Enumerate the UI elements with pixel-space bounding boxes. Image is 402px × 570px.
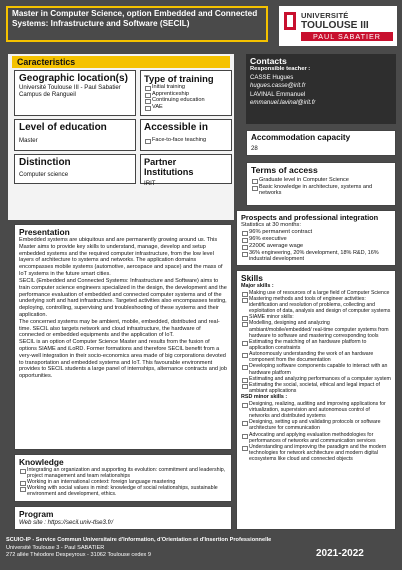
terms-of-access-title: Terms of access — [251, 165, 318, 175]
level-of-education-title: Level of education — [19, 122, 107, 133]
page-title: Master in Computer Science, option Embedded and Connected Systems: Infrastructure and Software (SECIL) — [6, 6, 268, 42]
contact-name: LAVINAL Emmanuel — [250, 90, 306, 98]
knowledge-title: Knowledge — [19, 457, 64, 467]
geographic-location-title: Geographic location(s) — [19, 73, 128, 84]
list-item: 96% permanent contract — [241, 229, 391, 236]
prospects-list — [241, 229, 391, 263]
list-item: Understanding and improving the paradigm and the modern technologies for network architecture and modern digital ecosystems like cloud and connected objects — [241, 444, 391, 462]
list-item: Estimating the matching of an hardware platform to application constraints — [241, 339, 391, 351]
footer-address: 272 allée Théodore Despeyroux - 31062 Toulouse cedex 9 — [6, 552, 152, 558]
knowledge-box — [14, 454, 232, 502]
footer-service-name: SCUIO-IP - Service Commun Universitaire d'Information, d'Orientation et d'Insertion Professionnelle — [6, 537, 272, 543]
prospects-title: Prospects and professional integration — [241, 213, 379, 222]
list-item: Initial training — [144, 84, 228, 91]
prospects-box — [236, 210, 396, 266]
list-item: Designing, realizing, auditing and improving applications for virtualization, supervision and autonomous control of networks and distributed systems — [241, 401, 391, 419]
terms-of-access-box — [246, 162, 396, 206]
distinction-title: Distinction — [19, 157, 71, 168]
list-item: SIAME minor skills: — [241, 314, 391, 320]
list-item: 96% executive — [241, 236, 391, 243]
type-of-training-title: Type of training — [144, 73, 214, 84]
accessible-in-box — [140, 119, 232, 151]
logo-text-paul-sabatier: PAUL SABATIER — [313, 32, 381, 41]
list-item: Advocating and applying evaluation methodologies for performances of networks and communication services — [241, 432, 391, 444]
training-list — [144, 84, 228, 111]
list-item: Making use of resources of a large field of Computer Science — [241, 290, 391, 296]
list-item: Basic knowledge in architecture, systems and networks — [251, 184, 391, 197]
geographic-location-line: Université Toulouse III - Paul Sabatier — [19, 84, 121, 91]
list-item: Working in an international context: foreign language mastering — [19, 479, 227, 485]
list-item: 2200€ average wage — [241, 243, 391, 250]
university-emblem-icon — [283, 11, 297, 31]
characteristics-header — [12, 56, 230, 68]
list-item: Face-to-face teaching — [144, 137, 228, 144]
geographic-location-box — [14, 70, 136, 116]
presentation-title: Presentation — [19, 227, 70, 237]
rsd-skills-list — [241, 401, 391, 463]
characteristics-title: Caracteristics — [17, 57, 76, 67]
distinction-box — [14, 154, 136, 184]
major-skills-list — [241, 290, 391, 395]
university-logo — [279, 6, 397, 46]
contacts-title: Contacts — [250, 56, 287, 66]
list-item: Working with social values in mind: knowledge of social relationships, sustainable environment and development, ethics. — [19, 485, 227, 497]
list-item: Apprenticeship — [144, 91, 228, 98]
list-item: Mastering methods and tools of engineer activities: identification and resolution of problems, collecting and exploitation of data, analysis and design of computer systems — [241, 296, 391, 314]
presentation-box — [14, 224, 232, 450]
capacity-value: 28 — [251, 145, 258, 152]
logo-text-toulouse: TOULOUSE III — [301, 20, 369, 31]
contact-email[interactable]: hugues.casse@irit.fr — [250, 82, 306, 90]
partner-institutions-box — [140, 154, 232, 187]
list-item: Developing software components capable to interact with an hardware platform — [241, 363, 391, 375]
list-item: Designing, setting up and validating protocols or software architecture for communication — [241, 419, 391, 431]
accessible-in-title: Accessible in — [144, 122, 208, 133]
accessible-list — [144, 137, 228, 144]
level-of-education-value: Master — [19, 137, 38, 144]
prospects-intro: Statistics at 30 months: — [241, 222, 301, 228]
program-title: Program — [19, 509, 54, 519]
capacity-box — [246, 130, 396, 156]
type-of-training-box — [140, 70, 232, 116]
list-item: Continuing education — [144, 97, 228, 104]
contact-email[interactable]: emmanuel.lavinal@irit.fr — [250, 98, 316, 106]
geographic-location-line: Campus de Rangueil — [19, 91, 76, 99]
level-of-education-box — [14, 119, 136, 151]
program-website-link[interactable]: Web site : https://secil.univ-tlse3.fr/ — [19, 519, 114, 526]
list-item: Estimating and analyzing performances of a computer system — [241, 376, 391, 382]
major-skills-label: Major skills : — [241, 283, 274, 289]
rsd-skills-label: RSD minor skills : — [241, 394, 288, 401]
list-item: Graduate level in Computer Science — [251, 177, 391, 184]
distinction-value: Computer science — [19, 171, 69, 178]
skills-box — [236, 270, 396, 530]
list-item: VAE — [144, 104, 228, 111]
partner-institutions-title: Partner Institutions — [144, 157, 194, 177]
academic-year: 2021-2022 — [316, 548, 364, 559]
footer-university: Université Toulouse 3 - Paul SABATIER — [6, 545, 105, 551]
list-item: 36% engineering, 20% development, 18% R&D, 16% industrial development — [241, 250, 391, 263]
list-item: Integrating an organization and supporting its evolution: commitment and leadership, project management and team relationships — [19, 467, 227, 479]
capacity-title: Accommodation capacity — [251, 133, 351, 142]
program-box — [14, 506, 232, 530]
list-item: Autonomously understanding the work of an hardware component from the documentation — [241, 351, 391, 363]
logo-text-universite: UNIVERSITÉ — [301, 11, 349, 20]
terms-list — [251, 177, 391, 197]
contact-name: CASSE Hugues — [250, 74, 294, 82]
presentation-text: Embedded systems are ubiquitous and are permanently growing around us. This Master aims to provide key skills to understand, manage, develop and setup embedded systems and the required computer infrastructure, from the low level layers of architecture to systems and networks. The application domains encompasses mobile systems (automotive, aerospace and space) and the mass of IoT systems in the future smart cities. SECIL (Embedded and Connected Systems: Infrastructure and Software) aims to train computer science engineers specialized in the design, the development and the performance evaluation of embedded and connected computer systems and of the underlying soft and hard infrastructure. Targeted activities also encompasses testing, deploying, controlling, supervising and troubleshooting of these systems and their application. The concerned systems may be ambient, mobile, embedded, distributed and real-time. SECIL also targets network and cloud infrastructure, the hardware of connected or embedded equipments and the application of IoT. SECIL is an option of Computer Science Master and results from the fusion of options SIAME and iLoRD. Former formations and therefore SECIL benefit from a very-well integration in their socio-economics area made of big corporations devoted to transportation and embedded systems and IoT. This favourable environment provides to SECIL students a large panel of internships, alternance contracts and job opportunities. — [19, 237, 227, 380]
skills-title: Skills — [241, 273, 263, 283]
contacts-box — [246, 54, 396, 124]
responsible-teacher-label: Responsible teacher : — [250, 66, 311, 72]
partner-institutions-value: IRIT — [144, 180, 156, 187]
list-item: Estimating the social, societal, ethical and legal impact of ambiant applications — [241, 382, 391, 394]
knowledge-list — [19, 467, 227, 497]
list-item: Modelling, designing and analyzing ambiant/mobile/embedded/ real-time computer systems from hardware to software and mastering corresponding tools — [241, 320, 391, 338]
